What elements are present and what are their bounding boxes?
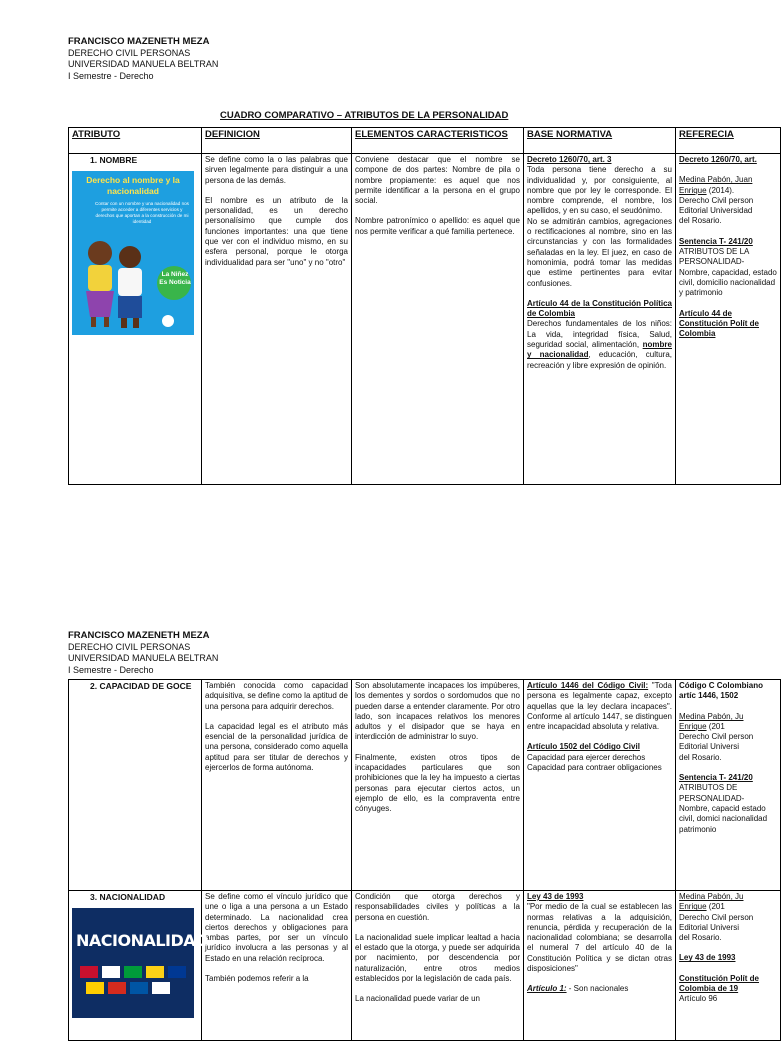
col-header-elementos: ELEMENTOS CARACTERISTICOS bbox=[352, 128, 524, 154]
col-header-atributo: ATRIBUTO bbox=[69, 128, 202, 154]
attribute-title: 3. NACIONALIDAD bbox=[90, 892, 166, 902]
table-row-nombre bbox=[69, 154, 781, 485]
attribute-title: 1. NOMBRE bbox=[90, 155, 138, 165]
norm-text: Toda persona tiene derecho a su individualidad y, por consiguiente, al nombre que por ley le corresponde. El nombre comprende, el nombre, los apellidos, y en su caso, el seudónimo. bbox=[527, 165, 672, 216]
col-header-referencia: REFERECIA bbox=[676, 128, 781, 154]
table-row-nacionalidad bbox=[69, 891, 781, 1041]
norm-heading: Artículo 1502 del Código Civil bbox=[527, 742, 640, 752]
norm-text: Derechos fundamentales de los niños: La vida, integridad física, Salud, seguridad social, alimentación, nombre y nacionalidad, educación, cultura, recreación y libre expresión de opinión. bbox=[527, 319, 672, 370]
reference-text: Código C Colombiano artíc 1446, 1502 bbox=[679, 681, 763, 701]
elements-text: La nacionalidad suele implicar lealtad a hacia el estado que la otorga, y puede ser adquirida por nacimiento, por descendencia por naturalización, entre otros medios establecidos por la legislación de cada país. bbox=[355, 932, 520, 984]
table-row-capacidad bbox=[69, 680, 781, 891]
reference-text: Medina Pabón, Ju Enrique (201 Derecho Civil person Editorial Universi del Rosario. bbox=[679, 711, 754, 762]
document-title: CUADRO COMPARATIVO – ATRIBUTOS DE LA PERSONALIDAD bbox=[220, 110, 509, 121]
definition-text: También conocida como capacidad adquisitiva, se define como la aptitud de una persona para adquirir derechos. bbox=[205, 681, 348, 711]
cell-atributo bbox=[69, 154, 202, 485]
elements-text: Son absolutamente incapaces los impúberes, los dementes y sordos o sordomudos que no pueden darse a entender claramente. Por otro lado, son incapaces relativos los menores adultos y el disipador que se haya en interdicción de administrar lo suyo. bbox=[355, 681, 520, 742]
illustration-subtitle: Contar con un nombre y una nacionalidad nos permite acceder a diferentes servicios y derechos que aportan a la construcción de mi identidad bbox=[95, 201, 189, 225]
cell-base-normativa bbox=[524, 680, 676, 891]
elements-text: Condición que otorga derechos y responsabilidades civiles y políticas a la persona en cuestión. bbox=[355, 892, 520, 922]
norm-text: "Por medio de la cual se establecen las normas relativas a la adquisición, renuncia, pérdida y recuperación de la nacionalidad colombiana; se desarrolla el numeral 7 del artículo 40 de la Constitución Política y se dictan otras disposiciones" bbox=[527, 902, 672, 974]
cell-definicion bbox=[202, 680, 352, 891]
definition-text: La capacidad legal es el atributo más esencial de la personalidad jurídica de una persona, considerado como aquella aptitud para ser titular de derechos y ejercerlos de forma autónoma. bbox=[205, 721, 348, 773]
reference-text: Artículo 96 bbox=[679, 994, 718, 1004]
cell-referencia bbox=[676, 154, 781, 485]
elements-text: Finalmente, existen otros tipos de incapacidades particulares que son prohibiciones que la ley ha impuesto a ciertas personas para ejecutar ciertos actos, un ejemplo de ello, es la compraventa entre cónyuges. bbox=[355, 752, 520, 814]
cell-base-normativa bbox=[524, 154, 676, 485]
elements-text: La nacionalidad puede variar de un bbox=[355, 994, 480, 1004]
reference-heading: Decreto 1260/70, art. bbox=[679, 155, 757, 164]
comparison-table-2 bbox=[68, 679, 781, 1041]
cell-referencia bbox=[676, 680, 781, 891]
badge-text: La Niñez Es Noticia bbox=[159, 271, 191, 286]
norm-text: Capacidad para contraer obligaciones bbox=[527, 763, 662, 773]
cell-atributo bbox=[69, 891, 208, 1041]
comparison-table-1 bbox=[68, 127, 781, 485]
cell-base-normativa bbox=[524, 891, 676, 1041]
cell-referencia bbox=[676, 891, 781, 1041]
definition-text: Se define como el vínculo jurídico que une o liga a una persona a un Estado determinado. La nacionalidad crea ciertos derechos y obligaciones para ambas partes, por ser un vínculo jurídico involucra a las personas y al Estado en una relación recíproca. bbox=[205, 892, 348, 963]
norm-heading: Artículo 44 de la Constitución Política de Colombia bbox=[527, 298, 672, 319]
elements-text: Conviene destacar que el nombre se compone de dos partes: Nombre de pila o nombre propiamente: es aquel que nos permite identificar a la persona en el grupo social. bbox=[355, 155, 520, 206]
flags-drawing bbox=[80, 962, 190, 1018]
reference-text: ATRIBUTOS DE LA PERSONALIDAD- Nombre, capacidad, estado civil, domicilio nacionalidad y patrimonio bbox=[679, 247, 777, 298]
semester-label: I Semestre - Derecho bbox=[68, 664, 154, 675]
cell-definicion bbox=[202, 154, 352, 485]
semester-label: I Semestre - Derecho bbox=[68, 70, 154, 81]
author-name: FRANCISCO MAZENETH MEZA bbox=[68, 630, 210, 641]
col-header-base: BASE NORMATIVA bbox=[524, 128, 676, 154]
page-header-2 bbox=[68, 630, 218, 676]
nombre-illustration bbox=[72, 171, 194, 335]
course-name: DERECHO CIVIL PERSONAS bbox=[68, 641, 191, 652]
cell-elementos bbox=[352, 154, 524, 485]
col-header-definicion: DEFINICION bbox=[202, 128, 352, 154]
reference-heading: Sentencia T- 241/20 bbox=[679, 236, 753, 246]
nacionalidad-illustration bbox=[72, 908, 208, 1018]
reference-heading: Ley 43 de 1993 bbox=[679, 953, 736, 963]
norm-heading: Ley 43 de 1993 bbox=[527, 892, 584, 901]
norm-text: Artículo 1446 del Código Civil: "Toda persona es legalmente capaz, excepto aquellas que la ley declara incapaces". Conforme al artículo 1447, se distinguen entre incapacidad absoluta y relativa. bbox=[527, 681, 672, 732]
reference-text: Medina Pabón, Juan Enrique (2014). Derecho Civil person Editorial Universidad del Rosario. bbox=[679, 175, 754, 226]
cell-definicion bbox=[202, 891, 352, 1041]
reference-text: ATRIBUTOS DE PERSONALIDAD- Nombre, capacid estado civil, domici nacionalidad patrimonio bbox=[679, 783, 768, 834]
course-name: DERECHO CIVIL PERSONAS bbox=[68, 47, 191, 58]
norm-text: Artículo 1: - Son nacionales bbox=[527, 984, 629, 994]
page-header-1 bbox=[68, 36, 218, 82]
table-header-row bbox=[69, 128, 781, 154]
author-name: FRANCISCO MAZENETH MEZA bbox=[68, 36, 210, 47]
norm-heading: Decreto 1260/70, art. 3 bbox=[527, 155, 612, 164]
definition-text: Se define como la o las palabras que sirven legalmente para distinguir a una persona de las demás. bbox=[205, 155, 348, 185]
norm-text: Capacidad para ejercer derechos bbox=[527, 752, 646, 762]
elements-text: Nombre patronímico o apellido: es aquel que nos permite verificar a qué familia pertenece. bbox=[355, 216, 520, 236]
definition-text: También podemos referir a la bbox=[205, 974, 309, 984]
reference-heading: Constitución Polít de Colombia de 19 bbox=[679, 973, 759, 994]
university-name: UNIVERSIDAD MANUELA BELTRAN bbox=[68, 653, 219, 663]
university-name: UNIVERSIDAD MANUELA BELTRAN bbox=[68, 59, 219, 69]
reference-heading: Artículo 44 de Constitución Polít de Colombia bbox=[679, 308, 759, 339]
attribute-title: 2. CAPACIDAD DE GOCE bbox=[90, 681, 192, 691]
illustration-title: Derecho al nombre y la nacionalidad bbox=[86, 175, 180, 197]
cell-atributo bbox=[69, 680, 202, 891]
illustration-title: NACIONALIDAD bbox=[76, 931, 208, 951]
reference-text: Medina Pabón, Ju Enrique (201 Derecho Civil person Editorial Universi del Rosario. bbox=[679, 892, 754, 943]
cell-elementos bbox=[352, 680, 524, 891]
definition-text: El nombre es un atributo de la personalidad, es un derecho personalísimo que cumple dos funciones importantes: una que tiene que ver con el individuo mismo, en su esfera personal, porque le otorga individualidad para ser "uno" y no "otro" bbox=[205, 195, 348, 267]
norm-text: No se admitirán cambios, agregaciones o rectificaciones al nombre, sino en las circunstancias y con las formalidades señaladas en la ley. El juez, en caso de homonimia, podrá tomar las medidas que estime pertinentes para evitar confusiones. bbox=[527, 216, 672, 288]
cell-elementos bbox=[352, 891, 524, 1041]
reference-heading: Sentencia T- 241/20 bbox=[679, 773, 753, 783]
